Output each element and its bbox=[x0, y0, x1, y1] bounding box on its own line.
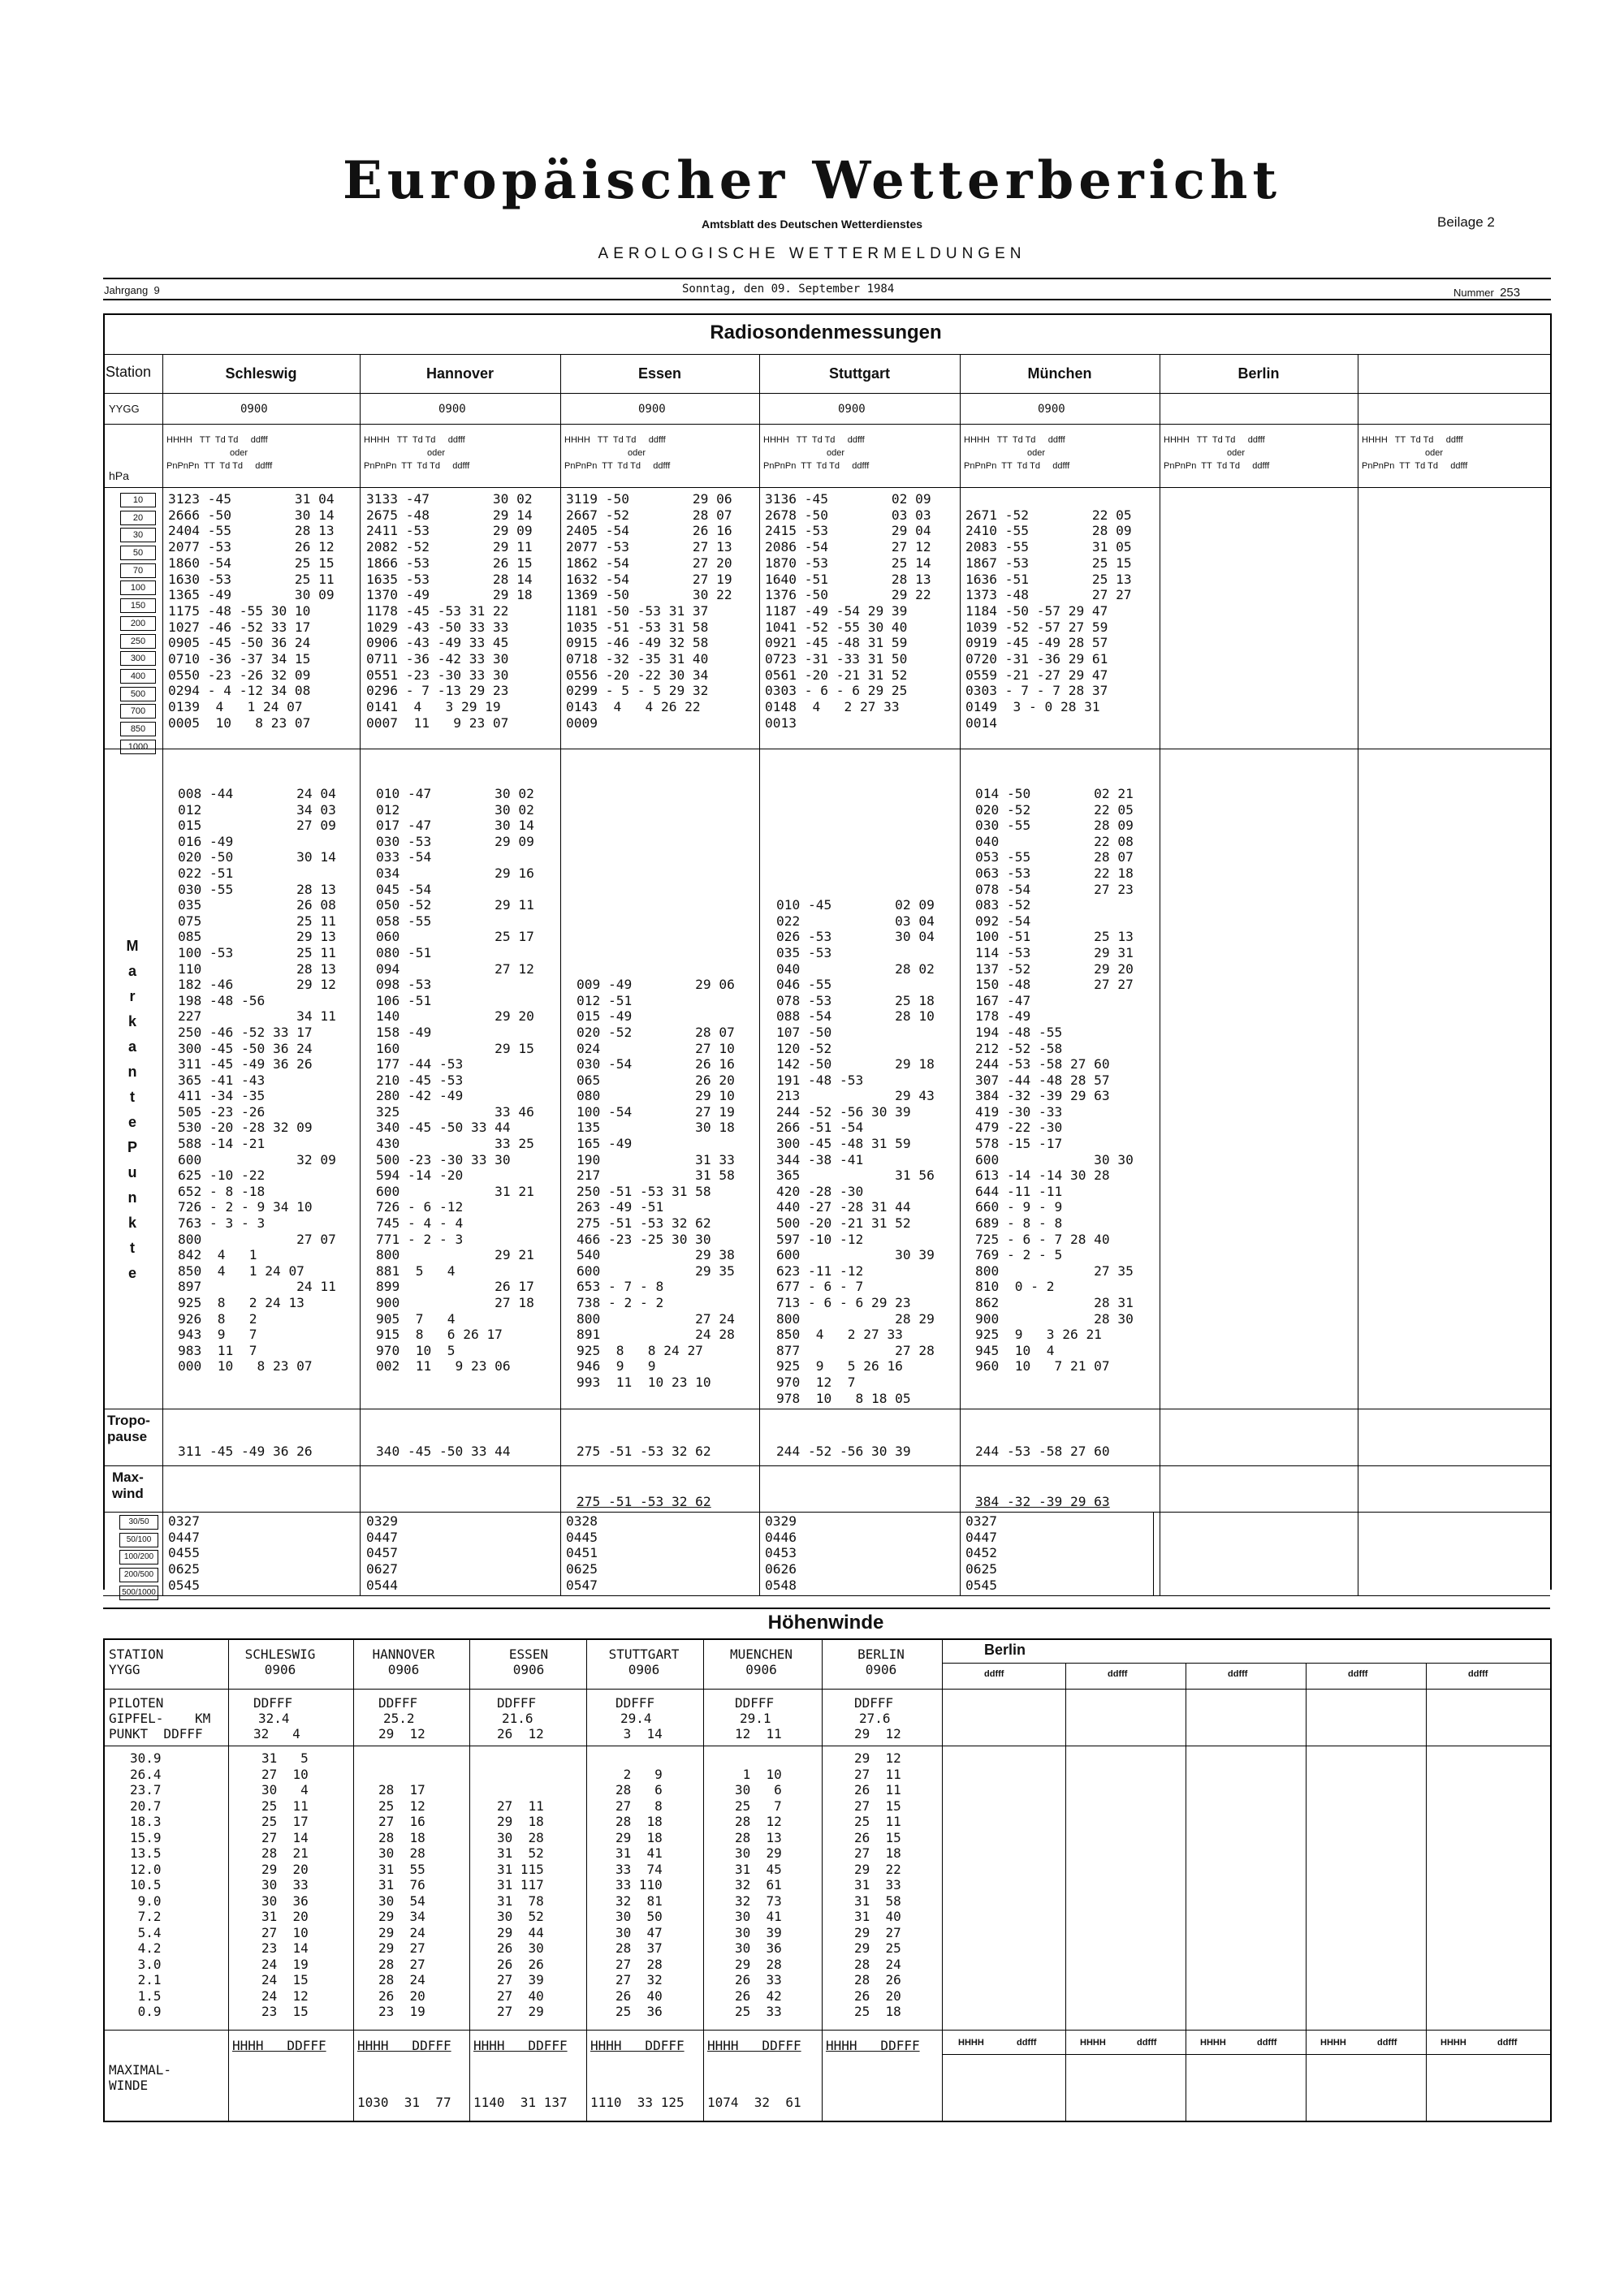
thickness-level: 30/50 bbox=[119, 1515, 158, 1530]
hw-winds-schleswig: 31 5 27 10 30 4 25 11 25 17 27 14 28 21 29 20 30 33 30 36 31 20 27 10 23 14 24 19 24 15 24 12 23 15 bbox=[261, 1750, 309, 2019]
hpa-level: 10 bbox=[120, 493, 156, 507]
thickness-hannover: 0329 0447 0457 0627 0544 bbox=[366, 1513, 398, 1593]
beilage-label: Beilage 2 bbox=[1437, 214, 1495, 230]
berlin-max-hdr: HHHH bbox=[1080, 2038, 1106, 2048]
thickness-muenchen: 0327 0447 0452 0625 0545 bbox=[965, 1513, 997, 1593]
hw-heights: 30.9 26.4 23.7 20.7 18.3 15.9 13.5 12.0 10.5 9.0 7.2 5.4 4.2 3.0 2.1 1.5 0.9 bbox=[130, 1750, 162, 2019]
thickness-level: 50/100 bbox=[119, 1533, 158, 1547]
station-label: Station bbox=[106, 364, 152, 380]
berlin-max-hdr: HHHH bbox=[958, 2038, 984, 2048]
hw-station-berlin: BERLIN 0906 bbox=[857, 1646, 905, 1677]
hpa-level: 70 bbox=[120, 563, 156, 578]
maxwind-label: Max- wind bbox=[112, 1470, 144, 1501]
significant-label-letter: e bbox=[127, 1114, 136, 1130]
hpa-level: 30 bbox=[120, 528, 156, 542]
station-name-stuttgart: Stuttgart bbox=[829, 365, 890, 382]
rule bbox=[103, 487, 1550, 488]
yygg-label: YYGG bbox=[109, 403, 140, 415]
rule bbox=[162, 354, 163, 1596]
hpa-level: 400 bbox=[120, 669, 156, 684]
hw-pilot-schleswig: DDFFF 32.4 32 4 bbox=[253, 1695, 300, 1741]
yygg-hannover: 0900 bbox=[438, 403, 466, 416]
thickness-level: 500/1000 bbox=[119, 1586, 158, 1600]
trop-essen: 275 -51 -53 32 62 bbox=[577, 1444, 711, 1459]
rule bbox=[560, 354, 561, 1596]
rule bbox=[822, 1638, 823, 2121]
hw-max-hdr: HHHH DDFFF bbox=[232, 2038, 326, 2053]
sig-points-hannover: 010 -47 30 02 012 30 02 017 -47 30 14 030 -53 29 09 033 -54 034 29 16 045 -54 050 -52 29 11 058 -55 060 25 17 080 -51 094 27 12 098 -53 106 -51 140 29 20 158 -49 160 29 15 177 -44 -53 210 -45 -53 280 -42 -49 325 33 46 340 -45 -50 33 44 430 33 25 500 -23 -30 33 30 594 -14 -20 600 31 21 726 - 6 -12 745 - 4 - 4 771 - 2 - 3 800 29 21 881 5 4 899 26 17 900 27 18 905 7 4 915 8 6 26 17 970 10 5 002 11 9 23 06 bbox=[376, 786, 534, 1375]
tropopause-label: Tropo- pause bbox=[107, 1413, 150, 1444]
rule bbox=[759, 354, 760, 1596]
col-header: HHHH TT Td Td ddfff oder PnPnPn TT Td Td ddfff bbox=[1362, 435, 1468, 471]
hw-station-hannover: HANNOVER 0906 bbox=[372, 1646, 435, 1677]
thickness-stuttgart: 0329 0446 0453 0626 0548 bbox=[765, 1513, 797, 1593]
significant-label-letter: n bbox=[127, 1064, 137, 1080]
std-levels-hannover: 3133 -47 30 02 2675 -48 29 14 2411 -53 29 09 2082 -52 29 11 1866 -53 26 15 1635 -53 28 14 1370 -49 29 18 1178 -45 -53 31 22 1029 -43 -50 33 33 0906 -43 -49 33 45 0711 -36 -42 33 30 0551 -23 -30 33 30 0296 - 7 -13 29 23 0141 4 3 29 19 0007 11 9 23 07 bbox=[366, 491, 533, 731]
col-header: HHHH TT Td Td ddfff oder PnPnPn TT Td Td ddfff bbox=[1164, 435, 1270, 471]
hw-pilot-essen: DDFFF 21.6 26 12 bbox=[497, 1695, 544, 1741]
significant-points-label bbox=[120, 934, 145, 1286]
station-name-hannover: Hannover bbox=[425, 365, 495, 382]
berlin-max-hdr: HHHH bbox=[1320, 2038, 1346, 2048]
rule bbox=[103, 1512, 1550, 1513]
hpa-level: 100 bbox=[120, 580, 156, 595]
hw-piloten-label: PILOTEN GIPFEL- KM PUNKT DDFFF bbox=[109, 1695, 211, 1741]
hw-max-hdr: HHHH DDFFF bbox=[590, 2038, 685, 2053]
hw-pilot-berlin: DDFFF 27.6 29 12 bbox=[854, 1695, 901, 1741]
hw-pilot-hannover: DDFFF 25.2 29 12 bbox=[378, 1695, 425, 1741]
hw-max-muenchen: 1074 32 61 bbox=[707, 2095, 801, 2110]
hoehenwinde-title: Höhenwinde bbox=[767, 1612, 884, 1634]
rule bbox=[103, 354, 1550, 355]
col-header: HHHH TT Td Td ddfff oder PnPnPn TT Td Td ddfff bbox=[763, 435, 870, 471]
berlin-col-hdr: ddfff bbox=[1348, 1669, 1368, 1679]
rule bbox=[103, 424, 1550, 425]
hpa-label: hPa bbox=[109, 469, 129, 482]
rule bbox=[1306, 1663, 1307, 2121]
rule bbox=[103, 2030, 1550, 2031]
header-rule-top bbox=[103, 278, 1551, 279]
col-header: HHHH TT Td Td ddfff oder PnPnPn TT Td Td ddfff bbox=[564, 435, 671, 471]
report-subtitle: Amtsblatt des Deutschen Wetterdienstes bbox=[701, 218, 923, 231]
hpa-level: 300 bbox=[120, 651, 156, 666]
thickness-levels bbox=[119, 1515, 158, 1603]
station-name-muenchen: München bbox=[1027, 365, 1092, 382]
rule bbox=[360, 354, 361, 1596]
hpa-level: 850 bbox=[120, 722, 156, 736]
rule bbox=[586, 1638, 587, 2121]
hw-max-essen: 1140 31 137 bbox=[473, 2095, 568, 2110]
hw-station-label: STATION YYGG bbox=[109, 1646, 164, 1677]
station-name-berlin: Berlin bbox=[1237, 365, 1280, 382]
thickness-level: 200/500 bbox=[119, 1568, 158, 1582]
hw-winds-hannover: 28 17 25 12 27 16 28 18 30 28 31 55 31 76 30 54 29 34 29 24 29 27 28 27 28 24 26 20 23 19 bbox=[378, 1782, 425, 2019]
rule bbox=[960, 354, 961, 1596]
std-levels-muenchen: 2671 -52 22 05 2410 -55 28 09 2083 -55 31 05 1867 -53 25 15 1636 -51 25 13 1373 -48 27 27 1184 -50 -57 29 47 1039 -52 -57 27 59 0919 -45 -49 28 57 0720 -31 -36 29 61 0559 -21 -27 29 47 0303 - 7 - 7 28 37 0149 3 - 0 28 31 0014 bbox=[965, 507, 1132, 731]
hw-winds-essen: 27 11 29 18 30 28 31 52 31 115 31 117 31 78 30 52 29 44 26 30 26 26 27 39 27 40 27 29 bbox=[497, 1798, 544, 2019]
section-heading: AEROLOGISCHE WETTERMELDUNGEN bbox=[598, 245, 1026, 262]
significant-label-letter: M bbox=[126, 938, 139, 954]
significant-label-letter: u bbox=[127, 1164, 137, 1180]
berlin-max-hdr: ddfff bbox=[1497, 2038, 1518, 2048]
trop-hannover: 340 -45 -50 33 44 bbox=[376, 1444, 511, 1459]
std-levels-stuttgart: 3136 -45 02 09 2678 -50 03 03 2415 -53 29 04 2086 -54 27 12 1870 -53 25 14 1640 -51 28 13 1376 -50 29 22 1187 -49 -54 29 39 1041 -52 -55 30 40 0921 -45 -48 31 59 0723 -31 -33 31 50 0561 -20 -21 31 52 0303 - 6 - 6 29 25 0148 4 2 27 33 0013 bbox=[765, 491, 931, 731]
rule bbox=[942, 1638, 943, 2121]
rule bbox=[103, 1608, 1550, 1609]
hw-max-hdr: HHHH DDFFF bbox=[707, 2038, 801, 2053]
col-header: HHHH TT Td Td ddfff oder PnPnPn TT Td Td ddfff bbox=[166, 435, 273, 471]
rule bbox=[228, 1638, 229, 2121]
significant-label-letter: a bbox=[127, 963, 136, 979]
significant-label-letter: k bbox=[127, 1013, 136, 1029]
std-levels-essen: 3119 -50 29 06 2667 -52 28 07 2405 -54 26 16 2077 -53 27 13 1862 -54 27 20 1632 -54 27 19 1369 -50 30 22 1181 -50 -53 31 37 1035 -51 -53 31 58 0915 -46 -49 32 58 0718 -32 -35 31 40 0556 -20 -22 30 34 0299 - 5 - 5 29 32 0143 4 4 26 22 0009 bbox=[566, 491, 732, 731]
berlin-max-hdr: ddfff bbox=[1377, 2038, 1397, 2048]
hw-winds-muenchen: 1 10 30 6 25 7 28 12 28 13 30 29 31 45 32 61 32 73 30 41 30 39 30 36 29 28 26 33 26 42 25 33 bbox=[735, 1766, 782, 2019]
rule bbox=[103, 1689, 1550, 1690]
rule bbox=[353, 1638, 354, 2121]
rule bbox=[103, 1595, 1550, 1596]
header-rule-bottom bbox=[103, 299, 1551, 300]
significant-label-letter: e bbox=[127, 1265, 136, 1281]
maxwind-muenchen: 384 -32 -39 29 63 bbox=[975, 1494, 1110, 1509]
station-name-schleswig: Schleswig bbox=[225, 365, 297, 382]
hpa-level: 700 bbox=[120, 704, 156, 719]
hpa-level: 1000 bbox=[120, 740, 156, 754]
yygg-schleswig: 0900 bbox=[240, 403, 268, 416]
hpa-level: 50 bbox=[120, 546, 156, 560]
significant-label-letter: n bbox=[127, 1189, 137, 1206]
sig-points-essen: 009 -49 29 06 012 -51 015 -49 020 -52 28 07 024 27 10 030 -54 26 16 065 26 20 080 29 10 100 -54 27 19 135 30 18 165 -49 190 31 33 217 31 58 250 -51 -53 31 58 263 -49 -51 275 -51 -53 32 62 466 -23 -25 30 30 540 29 38 600 29 35 653 - 7 - 8 738 - 2 - 2 800 27 24 891 24 28 925 8 8 24 27 946 9 9 993 11 10 23 10 bbox=[577, 977, 735, 1390]
hw-station-schleswig: SCHLESWIG 0906 bbox=[244, 1646, 316, 1677]
col-header: HHHH TT Td Td ddfff oder PnPnPn TT Td Td ddfff bbox=[964, 435, 1070, 471]
significant-label-letter: t bbox=[130, 1240, 135, 1256]
issue-number: Nummer 253 bbox=[1453, 286, 1521, 300]
rule bbox=[942, 2054, 1550, 2055]
berlin-title: Berlin bbox=[984, 1642, 1026, 1658]
berlin-col-hdr: ddfff bbox=[984, 1669, 1004, 1679]
thickness-essen: 0328 0445 0451 0625 0547 bbox=[566, 1513, 598, 1593]
hpa-level: 200 bbox=[120, 616, 156, 631]
trop-schleswig: 311 -45 -49 36 26 bbox=[178, 1444, 313, 1459]
significant-label-letter: P bbox=[127, 1139, 137, 1155]
significant-label-letter: t bbox=[130, 1089, 135, 1105]
jahrgang: Jahrgang 9 bbox=[104, 284, 160, 296]
rule bbox=[103, 393, 1550, 394]
issue-date: Sonntag, den 09. September 1984 bbox=[682, 283, 895, 296]
rule bbox=[942, 1663, 1550, 1664]
berlin-col-hdr: ddfff bbox=[1108, 1669, 1128, 1679]
hw-max-hannover: 1030 31 77 bbox=[357, 2095, 451, 2110]
berlin-max-hdr: ddfff bbox=[1017, 2038, 1037, 2048]
hpa-levels bbox=[120, 493, 156, 757]
rule bbox=[1065, 1663, 1066, 2121]
hw-pilot-stuttgart: DDFFF 29.4 3 14 bbox=[615, 1695, 663, 1741]
thickness-schleswig: 0327 0447 0455 0625 0545 bbox=[168, 1513, 200, 1593]
yygg-essen: 0900 bbox=[638, 403, 666, 416]
berlin-col-hdr: ddfff bbox=[1228, 1669, 1248, 1679]
sig-points-muenchen: 014 -50 02 21 020 -52 22 05 030 -55 28 09 040 22 08 053 -55 28 07 063 -53 22 18 078 -54 27 23 083 -52 092 -54 100 -51 25 13 114 -53 29 31 137 -52 29 20 150 -48 27 27 167 -47 178 -49 194 -48 -55 212 -52 -58 244 -53 -58 27 60 307 -44 -48 28 57 384 -32 -39 29 63 419 -30 -33 479 -22 -30 578 -15 -17 600 30 30 613 -14 -14 30 28 644 -11 -11 660 - 9 - 9 689 - 8 - 8 725 - 6 - 7 28 40 769 - 2 - 5 800 27 35 810 0 - 2 862 28 31 900 28 30 925 9 3 26 21 945 10 4 960 10 7 21 07 bbox=[975, 786, 1134, 1375]
hw-pilot-muenchen: DDFFF 29.1 12 11 bbox=[735, 1695, 782, 1741]
berlin-max-hdr: HHHH bbox=[1440, 2038, 1466, 2048]
trop-stuttgart: 244 -52 -56 30 39 bbox=[776, 1444, 911, 1459]
yygg-stuttgart: 0900 bbox=[838, 403, 866, 416]
berlin-max-hdr: ddfff bbox=[1137, 2038, 1157, 2048]
hpa-level: 150 bbox=[120, 598, 156, 613]
station-name-essen: Essen bbox=[637, 365, 682, 382]
hw-max-hdr: HHHH DDFFF bbox=[473, 2038, 568, 2053]
hw-max-hdr: HHHH DDFFF bbox=[826, 2038, 920, 2053]
std-levels-schleswig: 3123 -45 31 04 2666 -50 30 14 2404 -55 28 13 2077 -53 26 12 1860 -54 25 15 1630 -53 25 11 1365 -49 30 09 1175 -48 -55 30 10 1027 -46 -52 33 17 0905 -45 -50 36 24 0710 -36 -37 34 15 0550 -23 -26 32 09 0294 - 4 -12 34 08 0139 4 1 24 07 0005 10 8 23 07 bbox=[168, 491, 335, 731]
berlin-max-hdr: ddfff bbox=[1257, 2038, 1277, 2048]
sig-points-stuttgart: 010 -45 02 09 022 03 04 026 -53 30 04 035 -53 040 28 02 046 -55 078 -53 25 18 088 -54 28 10 107 -50 120 -52 142 -50 29 18 191 -48 -53 213 29 43 244 -52 -56 30 39 266 -51 -54 300 -45 -48 31 59 344 -38 -41 365 31 56 420 -28 -30 440 -27 -28 31 44 500 -20 -21 31 52 597 -10 -12 600 30 39 623 -11 -12 677 - 6 - 7 713 - 6 - 6 29 23 800 28 29 850 4 2 27 33 877 27 28 925 9 5 26 16 970 12 7 978 10 8 18 05 bbox=[776, 897, 935, 1406]
significant-label-letter: a bbox=[127, 1038, 136, 1055]
rule bbox=[469, 1638, 470, 2121]
hpa-level: 250 bbox=[120, 634, 156, 649]
sig-points-schleswig: 008 -44 24 04 012 34 03 015 27 09 016 -49 020 -50 30 14 022 -51 030 -55 28 13 035 26 08 075 25 11 085 29 13 100 -53 25 11 110 28 13 182 -46 29 12 198 -48 -56 227 34 11 250 -46 -52 33 17 300 -45 -50 36 24 311 -45 -49 36 26 365 -41 -43 411 -34 -35 505 -23 -26 530 -20 -28 32 09 588 -14 -21 600 32 09 625 -10 -22 652 - 8 -18 726 - 2 - 9 34 10 763 - 3 - 3 800 27 07 842 4 1 850 4 1 24 07 897 24 11 925 8 2 24 13 926 8 2 943 9 7 983 11 7 000 10 8 23 07 bbox=[178, 786, 336, 1375]
hw-winds-berlin: 29 12 27 11 26 11 27 15 25 11 26 15 27 18 29 22 31 33 31 58 31 40 29 27 29 25 28 24 28 26 26 20 25 18 bbox=[854, 1750, 901, 2019]
yygg-muenchen: 0900 bbox=[1038, 403, 1065, 416]
rule bbox=[1426, 1663, 1427, 2121]
trop-muenchen: 244 -53 -58 27 60 bbox=[975, 1444, 1110, 1459]
rule bbox=[1153, 1512, 1154, 1596]
hpa-level: 20 bbox=[120, 511, 156, 525]
rule bbox=[103, 1465, 1550, 1466]
hw-station-muenchen: MUENCHEN 0906 bbox=[729, 1646, 793, 1677]
radiosonde-title: Radiosondenmessungen bbox=[710, 322, 942, 343]
col-header: HHHH TT Td Td ddfff oder PnPnPn TT Td Td ddfff bbox=[364, 435, 470, 471]
report-title: Europäischer Wetterbericht bbox=[343, 150, 1281, 211]
hw-max-hdr: HHHH DDFFF bbox=[357, 2038, 451, 2053]
hw-max-stuttgart: 1110 33 125 bbox=[590, 2095, 685, 2110]
hpa-level: 500 bbox=[120, 687, 156, 701]
significant-label-letter: r bbox=[129, 988, 136, 1004]
thickness-level: 100/200 bbox=[119, 1550, 158, 1564]
hw-winds-stuttgart: 2 9 28 6 27 8 28 18 29 18 31 41 33 74 33 110 32 81 30 50 30 47 28 37 27 28 27 32 26 40 25 36 bbox=[615, 1766, 663, 2019]
berlin-max-hdr: HHHH bbox=[1200, 2038, 1226, 2048]
maxwind-essen: 275 -51 -53 32 62 bbox=[577, 1494, 711, 1509]
hw-station-essen: ESSEN 0906 bbox=[508, 1646, 549, 1677]
hw-station-stuttgart: STUTTGART 0906 bbox=[608, 1646, 680, 1677]
rule bbox=[703, 1638, 704, 2121]
hw-maxwinde-label: MAXIMAL- WINDE bbox=[109, 2062, 172, 2093]
significant-label-letter: k bbox=[127, 1215, 136, 1231]
berlin-col-hdr: ddfff bbox=[1468, 1669, 1488, 1679]
